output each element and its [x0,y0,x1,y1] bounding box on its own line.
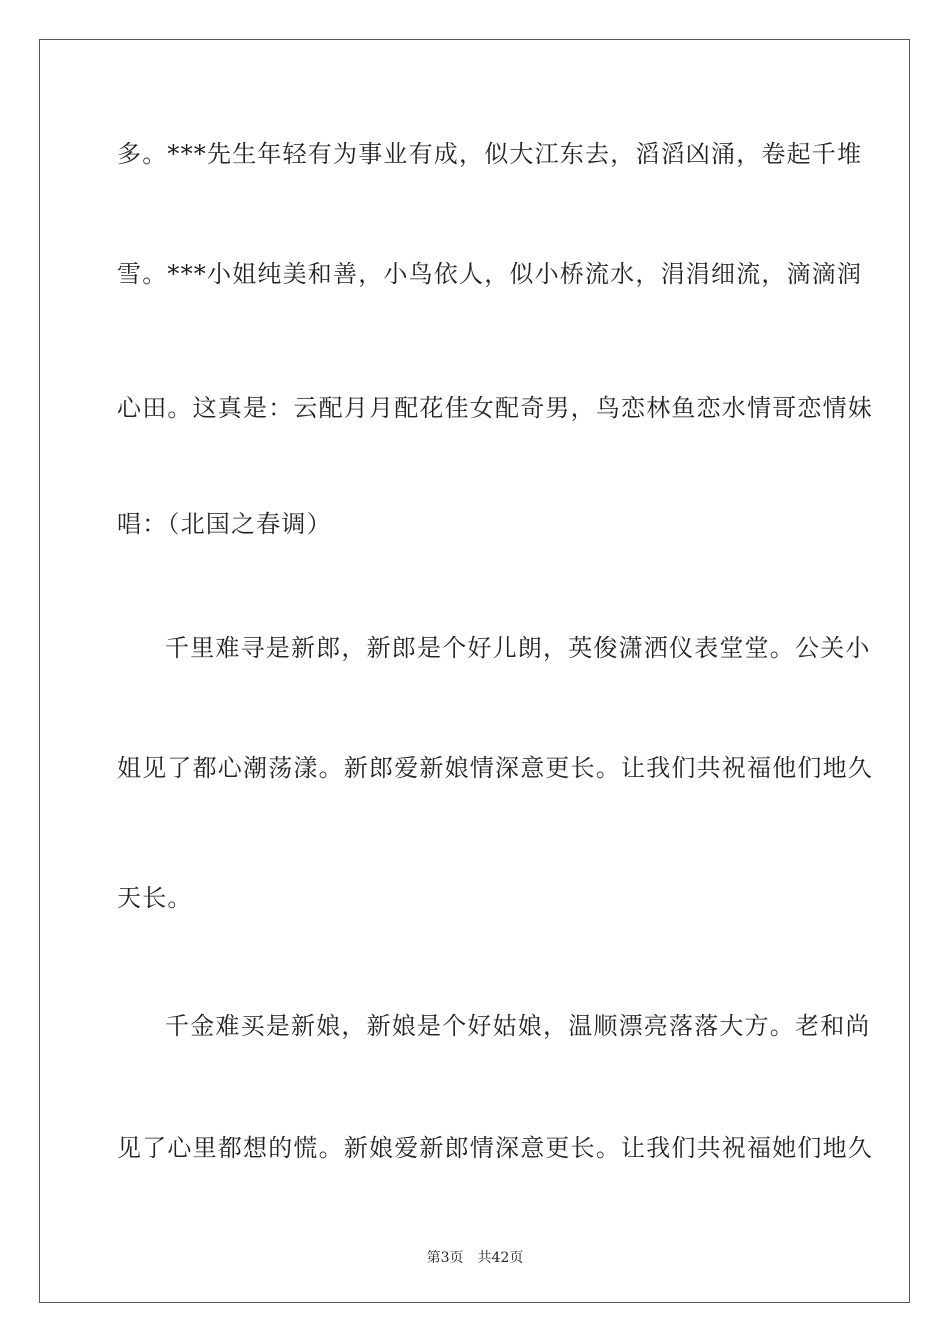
text-line-9: 见了心里都想的慌。新娘爱新郎情深意更长。让我们共祝福她们地久 [117,1134,873,1162]
text-line-2: 雪。***小姐纯美和善，小鸟依人，似小桥流水，涓涓细流，滴滴润 [117,260,863,288]
text-line-4: 唱：（北国之春调） [117,510,332,538]
page-number-footer: 第3页 共42页 [426,1250,524,1266]
text-line-3: 心田。这真是：云配月月配花佳女配奇男，鸟恋林鱼恋水情哥恋情妹 [117,394,873,422]
text-line-8: 千金难买是新娘，新娘是个好姑娘，温顺漂亮落落大方。老和尚 [165,1012,871,1040]
text-line-1: 多。***先生年轻有为事业有成，似大江东去，滔滔凶涌，卷起千堆 [117,140,863,168]
text-line-7: 天长。 [117,884,193,912]
page-frame [39,39,910,1303]
text-line-6: 姐见了都心潮荡漾。新郎爱新娘情深意更长。让我们共祝福他们地久 [117,754,873,782]
text-line-5: 千里难寻是新郎，新郎是个好儿朗，英俊潇洒仪表堂堂。公关小 [165,634,871,662]
